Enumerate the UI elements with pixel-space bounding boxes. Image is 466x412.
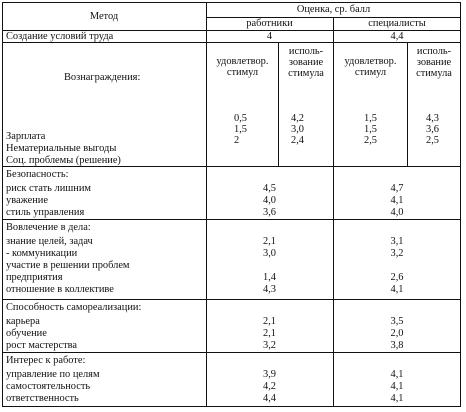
security-row-divider — [2, 219, 461, 220]
rewards-workers-satisfaction-values: 0,5 1,5 2 — [234, 113, 247, 146]
table-border-bottom — [2, 406, 461, 407]
rewards-title: Вознаграждения: — [64, 72, 141, 83]
involvement-row-divider — [2, 299, 461, 300]
scores-table — [2, 2, 461, 407]
workers-header: работники — [246, 18, 293, 29]
specialists-usage-subheader: исполь- зование стимула — [416, 46, 452, 79]
rewards-row-divider — [2, 166, 461, 167]
self-realization-specialists-values: 3,5 2,0 3,8 — [390, 316, 404, 351]
method-header: Метод — [89, 11, 119, 22]
interest-specialists-values: 4,1 4,1 4,1 — [390, 369, 404, 404]
involvement-labels: знание целей, задач - коммуникации участие в решении проблем предприятия отношение в коллективе — [6, 236, 130, 295]
security-workers-values: 4,5 4,0 3,6 — [263, 183, 276, 218]
self-realization-workers-values: 2,1 2,1 3,2 — [263, 316, 276, 351]
self-realization-labels: карьера обучение рост мастерства — [6, 316, 78, 351]
involvement-workers-values: 2,1 3,0 1,4 4,3 — [263, 236, 276, 295]
rewards-item-social: Соц. проблемы (решение) — [6, 155, 121, 166]
workers-usage-subheader: исполь- зование стимула — [288, 46, 324, 79]
specialists-satisfaction-subheader: удовлетвор. стимул — [344, 56, 397, 78]
conditions-specialists-value: 4,4 — [390, 31, 404, 42]
rewards-specialists-satisfaction-values: 1,5 1,5 2,5 — [364, 113, 377, 146]
self-realization-row-divider — [2, 352, 461, 353]
conditions-row-divider — [2, 42, 461, 43]
security-specialists-values: 4,7 4,1 4,0 — [390, 183, 404, 218]
interest-labels: управление по целям самостоятельность ответственность — [6, 369, 100, 404]
workers-satisfaction-subheader: удовлетвор. стимул — [216, 56, 269, 78]
table-border-left — [2, 2, 3, 407]
table-border-top — [2, 2, 461, 3]
rewards-item-nonmaterial: Нематериальные выгоды — [6, 143, 117, 154]
conditions-label: Создание условий труда — [6, 31, 114, 42]
involvement-title: Вовлечение в дела: — [6, 222, 91, 233]
security-title: Безопасность: — [6, 169, 69, 180]
involvement-specialists-values: 3,1 3,2 2,6 4,1 — [390, 236, 404, 295]
rewards-item-salary: Зарплата — [6, 131, 46, 142]
interest-title: Интерес к работе: — [6, 355, 86, 366]
score-header: Оценка, ср. балл — [296, 4, 371, 15]
self-realization-title: Способность самореализации: — [6, 302, 142, 313]
specialists-header: специалисты — [368, 18, 426, 29]
interest-workers-values: 3,9 4,2 4,4 — [263, 369, 276, 404]
conditions-workers-value: 4 — [266, 31, 273, 42]
rewards-workers-usage-values: 4,2 3,0 2,4 — [291, 113, 304, 146]
rewards-specialists-usage-values: 4,3 3,6 2,5 — [426, 113, 439, 146]
security-labels: риск стать лишним уважение стиль управления — [6, 183, 91, 218]
